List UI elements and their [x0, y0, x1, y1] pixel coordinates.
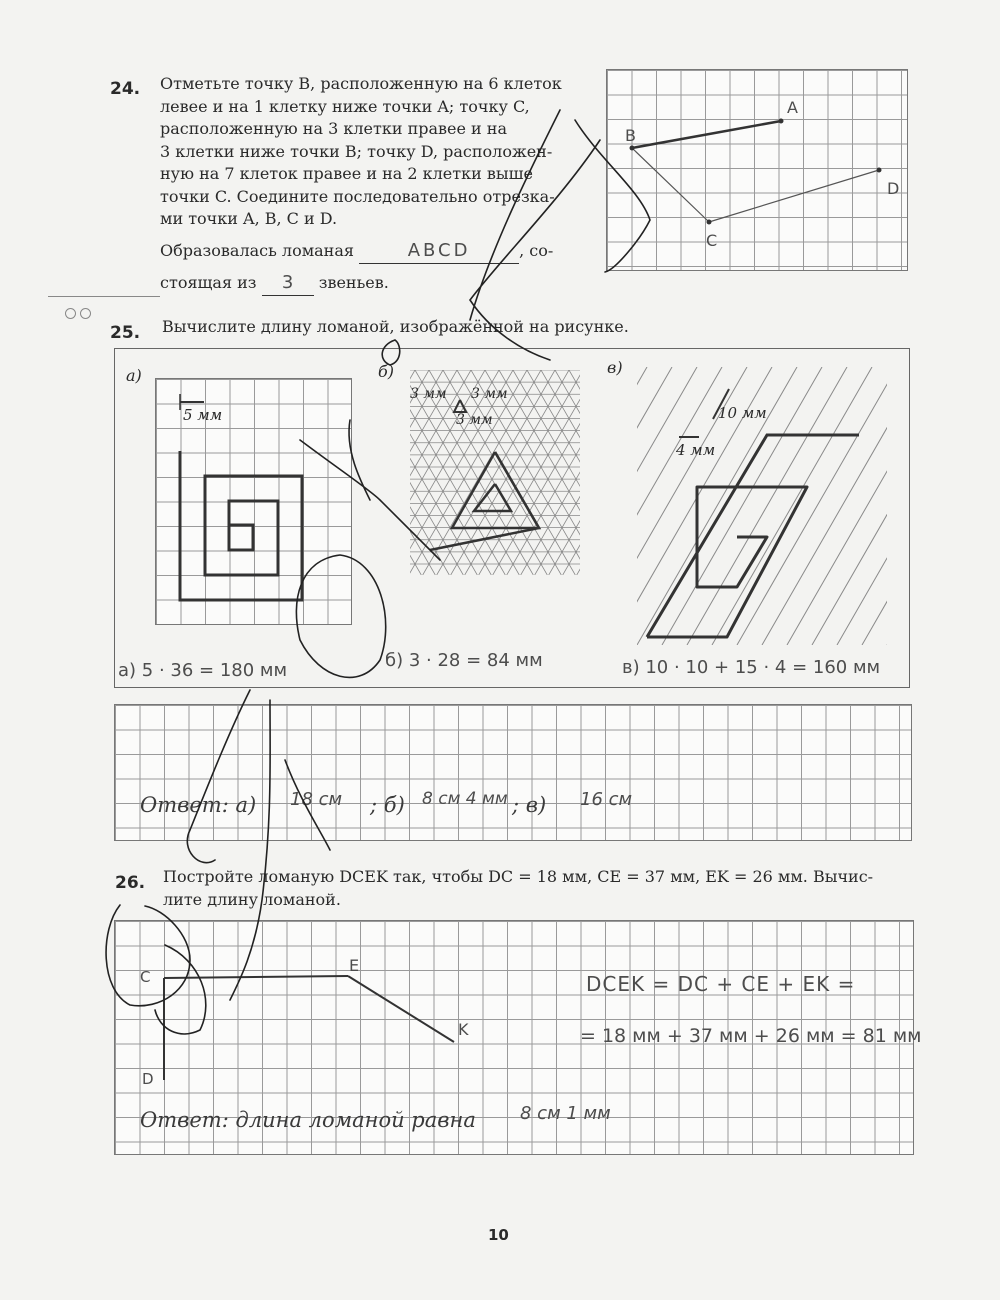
task-26-formula-2: = 18 мм + 37 мм + 26 мм = 81 мм	[580, 1025, 922, 1047]
panel-v-scale-1: 10 мм	[718, 404, 767, 422]
task-24-number: 24.	[110, 79, 141, 99]
task-24-line: 3 клетки ниже точки B; точку D, расположен-	[160, 141, 553, 161]
task-24-line: ную на 7 клеток правее и на 2 клетки выше	[160, 164, 533, 183]
task-24-line: Отметьте точку B, расположенную на 6 клеток	[160, 74, 562, 93]
task-26-line: лите длину ломаной.	[163, 889, 341, 909]
panel-b-scale-2: 3 мм	[471, 386, 508, 402]
task-25-prompt: Вычислите длину ломаной, изображённой на рисунке.	[162, 317, 629, 336]
fill-2-answer[interactable]: 3	[262, 272, 314, 296]
panel-b-label: б)	[378, 362, 395, 381]
panel-a-scale: 5 мм	[183, 406, 223, 424]
fill-1-answer[interactable]: ABCD	[359, 240, 519, 264]
task-24-line: ми точки A, B, C и D.	[160, 209, 338, 228]
point-b-label: B	[625, 126, 636, 145]
fill-1-after: , со-	[519, 241, 554, 260]
task-25-answer-v[interactable]: 16 см	[580, 789, 633, 810]
fill-2-before: стоящая из	[160, 273, 257, 292]
task-25-answer-label: Ответ: а)	[140, 793, 257, 817]
point-c-label: C	[706, 231, 718, 250]
task-26-answer-label: Ответ: длина ломаной равна	[140, 1108, 476, 1132]
task-25-answer-b[interactable]: 8 см 4 мм	[422, 789, 508, 809]
point-d-label-26: D	[142, 1070, 154, 1088]
task-26-formula-1: DCEK = DC + CE + EK =	[586, 972, 856, 996]
panel-v-work: в) 10 · 10 + 15 · 4 = 160 мм	[622, 657, 881, 678]
point-c-label-26: C	[140, 968, 151, 986]
point-e-label-26: E	[349, 956, 360, 975]
panel-a-label: а)	[126, 366, 142, 385]
task-26-line: Постройте ломаную DCEK так, чтобы DC = 18 мм, CE = 37 мм, EK = 26 мм. Вычис-	[163, 867, 874, 886]
task-25-answer-a[interactable]: 18 см	[290, 789, 343, 810]
task-25-sep-b: ; б)	[370, 793, 405, 817]
panel-b-scale-3: 3 мм	[456, 412, 493, 428]
fill-2-after: звеньев.	[318, 273, 389, 292]
panel-v-label: в)	[607, 358, 623, 377]
point-d-label: D	[887, 179, 900, 198]
task-26-answer-value[interactable]: 8 см 1 мм	[520, 1103, 611, 1124]
fill-1-before: Образовалась ломаная	[160, 241, 354, 260]
page-number: 10	[488, 1226, 509, 1244]
panel-b-scale-1: 3 мм	[410, 386, 447, 402]
panel-v-scale-2: 4 мм	[676, 441, 716, 459]
task-26-number: 26.	[115, 873, 146, 893]
task-24-line: расположенную на 3 клетки правее и на	[160, 119, 507, 138]
point-a-label: A	[787, 98, 798, 117]
panel-a-work: а) 5 · 36 = 180 мм	[118, 660, 288, 681]
point-k-label-26: K	[458, 1020, 469, 1039]
panel-b-work: б) 3 · 28 = 84 мм	[385, 650, 543, 671]
task-25-number: 25.	[110, 323, 141, 343]
task-25-sep-v: ; в)	[512, 793, 547, 817]
task-24-line: левее и на 1 клетку ниже точки A; точку C,	[160, 96, 530, 116]
task-24-line: точки C. Соедините последовательно отрезка-	[160, 186, 555, 206]
